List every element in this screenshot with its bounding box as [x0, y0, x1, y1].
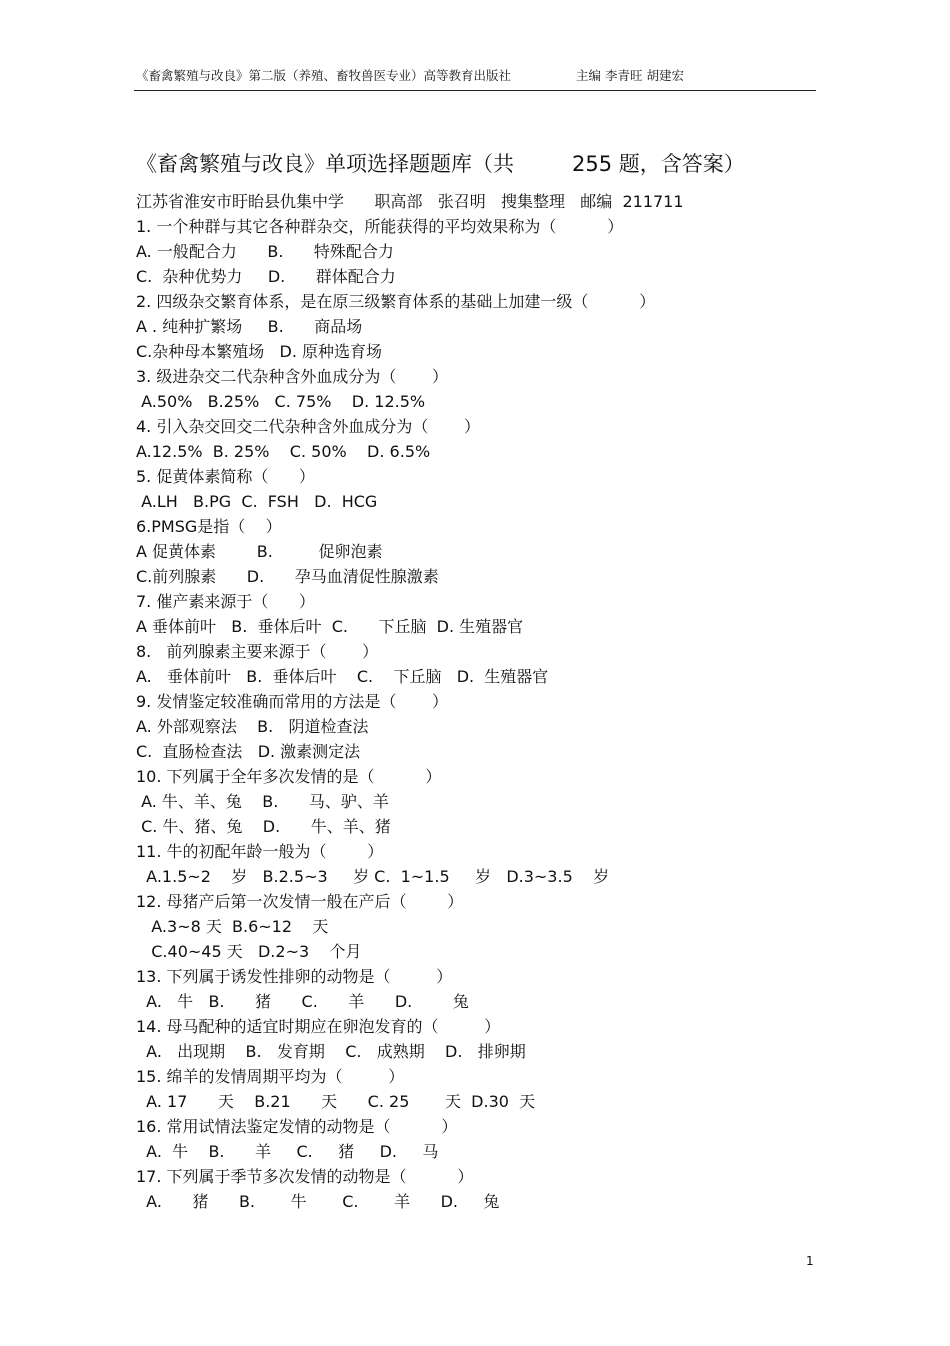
text-line: A. 出现期 B. 发育期 C. 成熟期 D. 排卵期 — [136, 1042, 526, 1061]
text-line: C. 杂种优势力 D. 群体配合力 — [136, 267, 396, 286]
text-line: C. 直肠检查法 D. 激素测定法 — [136, 742, 361, 761]
text-line: A. 17 天 B.21 天 C. 25 天 D.30 天 — [136, 1092, 536, 1111]
text-line: A.3~8 天 B.6~12 天 — [136, 917, 329, 936]
text-line: 2. 四级杂交繁育体系，是在原三级繁育体系的基础上加建一级（ ） — [136, 292, 656, 311]
document-title — [136, 148, 745, 178]
text-line: C.杂种母本繁殖场 D. 原种选育场 — [136, 342, 383, 361]
title-part-1: 《畜禽繁殖与改良》单项选择题题库（共 — [136, 152, 514, 176]
text-line: 13. 下列属于诱发性排卵的动物是（ ） — [136, 967, 453, 986]
text-line: A. 垂体前叶 B. 垂体后叶 C. 下丘脑 D. 生殖器官 — [136, 667, 549, 686]
text-line: A. 外部观察法 B. 阴道检查法 — [136, 717, 369, 736]
text-line: 17. 下列属于季节多次发情的动物是（ ） — [136, 1167, 474, 1186]
text-line: C.前列腺素 D. 孕马血清促性腺激素 — [136, 567, 439, 586]
text-line: A. 一般配合力 B. 特殊配合力 — [136, 242, 394, 261]
page-header — [136, 66, 816, 92]
text-line: A.50% B.25% C. 75% D. 12.5% — [136, 392, 426, 411]
text-line: 8. 前列腺素主要来源于（ ） — [136, 642, 379, 661]
text-line: A.1.5~2 岁 B.2.5~3 岁 C. 1~1.5 岁 D.3~3.5 岁 — [136, 867, 610, 886]
text-line: A. 猪 B. 牛 C. 羊 D. 兔 — [136, 1192, 500, 1211]
title-part-2: 255 题，含答案） — [572, 152, 745, 176]
header-publication: 《畜禽繁殖与改良》第二版（养殖、畜牧兽医专业）高等教育出版社 — [136, 68, 512, 83]
text-line: C.40~45 天 D.2~3 个月 — [136, 942, 362, 961]
text-line: 1. 一个种群与其它各种群杂交，所能获得的平均效果称为（ ） — [136, 217, 624, 236]
text-line: 6.PMSG是指（ ） — [136, 517, 282, 536]
text-line: A 促黄体素 B. 促卵泡素 — [136, 542, 383, 561]
text-line: A. 牛、羊、兔 B. 马、驴、羊 — [136, 792, 389, 811]
text-line: A. 牛 B. 猪 C. 羊 D. 兔 — [136, 992, 469, 1011]
text-line: 5. 促黄体素简称（ ） — [136, 467, 315, 486]
text-line: A.LH B.PG C. FSH D. HCG — [136, 492, 378, 511]
text-line: 10. 下列属于全年多次发情的是（ ） — [136, 767, 442, 786]
text-line: 11. 牛的初配年龄一般为（ ） — [136, 842, 384, 861]
question-list — [136, 189, 836, 1214]
text-line: A 垂体前叶 B. 垂体后叶 C. 下丘脑 D. 生殖器官 — [136, 617, 524, 636]
text-line: A . 纯种扩繁场 B. 商品场 — [136, 317, 363, 336]
text-line: 4. 引入杂交回交二代杂种含外血成分为（ ） — [136, 417, 480, 436]
source-line: 江苏省淮安市盱眙县仇集中学 职高部 张召明 搜集整理 邮编 211711 — [136, 192, 684, 211]
text-line: C. 牛、猪、兔 D. 牛、羊、猪 — [136, 817, 391, 836]
header-rule — [134, 90, 816, 91]
text-line: 3. 级进杂交二代杂种含外血成分为（ ） — [136, 367, 448, 386]
text-line: 16. 常用试情法鉴定发情的动物是（ ） — [136, 1117, 458, 1136]
text-line: 9. 发情鉴定较准确而常用的方法是（ ） — [136, 692, 448, 711]
page-number: 1 — [806, 1254, 814, 1268]
text-line: 14. 母马配种的适宜时期应在卵泡发育的（ ） — [136, 1017, 501, 1036]
text-line: A. 牛 B. 羊 C. 猪 D. 马 — [136, 1142, 439, 1161]
text-line: 12. 母猪产后第一次发情一般在产后（ ） — [136, 892, 464, 911]
text-line: 15. 绵羊的发情周期平均为（ ） — [136, 1067, 405, 1086]
text-line: A.12.5% B. 25% C. 50% D. 6.5% — [136, 442, 431, 461]
text-line: 7. 催产素来源于（ ） — [136, 592, 315, 611]
header-editors: 主编 李青旺 胡建宏 — [576, 68, 684, 83]
